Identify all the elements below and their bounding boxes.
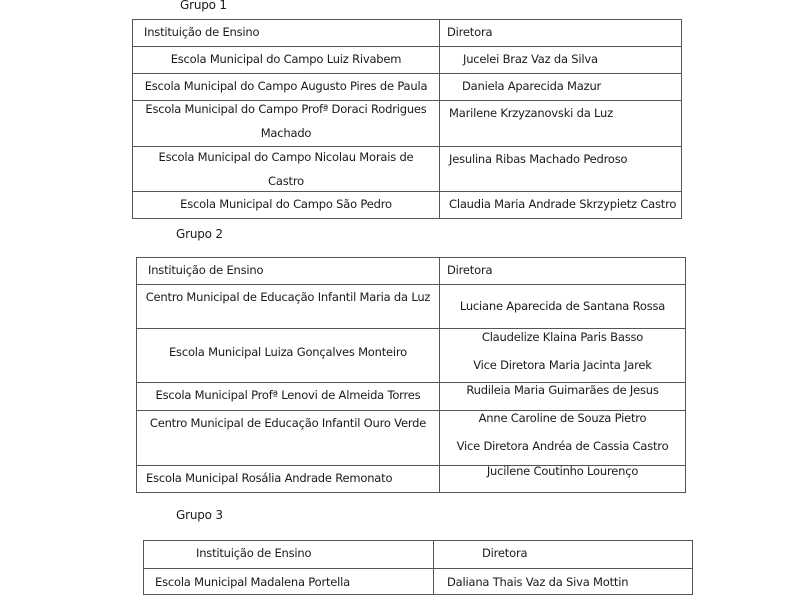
table-row <box>133 191 681 219</box>
school-name: Escola Municipal do Campo São Pedro <box>180 197 392 211</box>
table-header-row <box>137 258 685 284</box>
vice-director-name: Vice Diretora Andréa de Cassia Castro <box>456 439 669 453</box>
school-name: Escola Municipal Luiza Gonçalves Monteiro <box>168 345 408 359</box>
group-1-table <box>132 19 682 219</box>
director-name: Rudileia Maria Guimarães de Jesus <box>466 383 659 397</box>
table-row <box>137 465 685 493</box>
table-row <box>137 328 685 382</box>
school-name: Escola Municipal Profª Lenovi de Almeida Torres <box>155 388 421 402</box>
table-row <box>133 46 681 73</box>
school-name: Escola Municipal Madalena Portella <box>155 575 351 589</box>
group-2-table <box>136 257 686 493</box>
table-row <box>133 73 681 100</box>
table-header-row <box>144 541 692 568</box>
vice-director-name: Vice Diretora Maria Jacinta Jarek <box>473 358 652 372</box>
director-name: Jucilene Coutinho Lourenço <box>486 464 639 478</box>
table-row <box>137 410 685 465</box>
director-name: Anne Caroline de Souza Pietro <box>478 411 647 425</box>
director-name: Jesulina Ribas Machado Pedroso <box>449 152 628 166</box>
group-2-title: Grupo 2 <box>176 227 223 241</box>
school-name: Escola Municipal Rosália Andrade Remonato <box>146 471 393 485</box>
header-institution: Instituição de Ensino <box>144 25 260 39</box>
school-name: Escola Municipal do Campo Luiz Rivabem <box>170 52 402 66</box>
table-row <box>133 100 681 146</box>
header-institution: Instituição de Ensino <box>196 546 312 560</box>
director-name: Daniela Aparecida Mazur <box>462 79 602 93</box>
school-name: Escola Municipal do Campo Profª Doraci Rodrigues <box>145 102 427 116</box>
director-name: Luciane Aparecida de Santana Rossa <box>459 299 666 313</box>
school-name: Escola Municipal do Campo Nicolau Morais de <box>158 150 414 164</box>
director-name: Daliana Thais Vaz da Siva Mottin <box>447 575 629 589</box>
director-name: Marilene Krzyzanovski da Luz <box>449 106 613 120</box>
school-name-line-2: Machado <box>260 126 312 140</box>
table-row <box>144 568 692 595</box>
table-header-row <box>133 20 681 46</box>
group-1-title: Grupo 1 <box>180 0 227 12</box>
table-row <box>133 146 681 191</box>
group-3-title: Grupo 3 <box>176 508 223 522</box>
director-name: Jucelei Braz Vaz da Silva <box>463 52 598 66</box>
school-name: Centro Municipal de Educação Infantil Maria da Luz <box>145 290 431 304</box>
school-name: Escola Municipal do Campo Augusto Pires de Paula <box>144 79 428 93</box>
header-director: Diretora <box>482 546 528 560</box>
group-3-table <box>143 540 693 595</box>
director-name: Claudelize Klaina Paris Basso <box>481 330 644 344</box>
school-name-line-2: Castro <box>268 174 304 188</box>
director-name: Claudia Maria Andrade Skrzypietz Castro <box>449 197 677 211</box>
header-director: Diretora <box>447 263 493 277</box>
school-name: Centro Municipal de Educação Infantil Ouro Verde <box>149 416 427 430</box>
table-row <box>137 284 685 328</box>
header-institution: Instituição de Ensino <box>148 263 264 277</box>
table-row <box>137 382 685 410</box>
header-director: Diretora <box>447 25 493 39</box>
